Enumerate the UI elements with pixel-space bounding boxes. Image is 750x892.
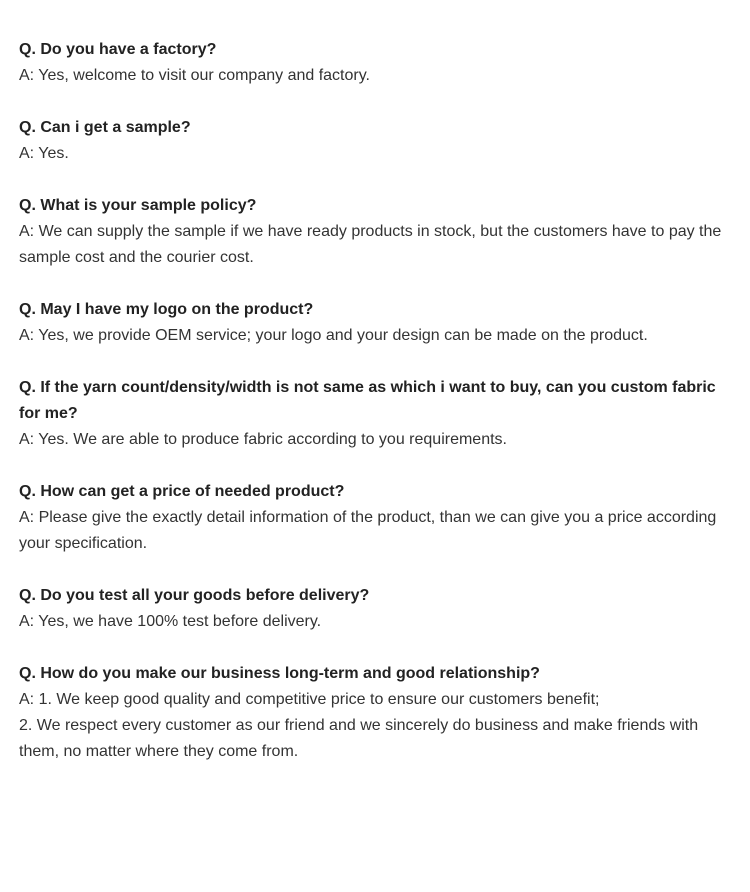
faq-question: Q. What is your sample policy?	[19, 197, 257, 214]
faq-item-testing	[19, 583, 731, 635]
faq-answer: A: Yes, we provide OEM service; your logo and your design can be made on the product.	[19, 327, 648, 344]
faq-item-price	[19, 479, 731, 557]
faq-answer: A: Yes. We are able to produce fabric according to you requirements.	[19, 431, 507, 448]
faq-question: Q. How do you make our business long-term and good relationship?	[19, 665, 540, 682]
faq-answer: A: Please give the exactly detail information of the product, than we can give you a price according your specification.	[19, 509, 717, 552]
faq-question: Q. May I have my logo on the product?	[19, 301, 314, 318]
faq-item-factory	[19, 37, 731, 89]
faq-item-custom-fabric	[19, 375, 731, 453]
faq-item-logo	[19, 297, 731, 349]
faq-answer: A: Yes, welcome to visit our company and factory.	[19, 67, 370, 84]
faq-list	[19, 37, 731, 765]
faq-question: Q. Do you have a factory?	[19, 41, 217, 58]
faq-question: Q. How can get a price of needed product?	[19, 483, 345, 500]
faq-answer: A: Yes, we have 100% test before delivery.	[19, 613, 322, 630]
faq-answer: A: 1. We keep good quality and competitive price to ensure our customers benefit;	[19, 691, 600, 708]
faq-answer: A: We can supply the sample if we have ready products in stock, but the customers have to pay the sample cost and the courier cost.	[19, 223, 722, 266]
faq-item-relationship	[19, 661, 731, 765]
faq-item-sample	[19, 115, 731, 167]
faq-answer-continued: 2. We respect every customer as our friend and we sincerely do business and make friends with them, no matter where they come from.	[19, 717, 699, 760]
faq-question: Q. If the yarn count/density/width is not same as which i want to buy, can you custom fabric for me?	[19, 379, 716, 422]
faq-item-sample-policy	[19, 193, 731, 271]
faq-question: Q. Do you test all your goods before delivery?	[19, 587, 370, 604]
faq-answer: A: Yes.	[19, 145, 69, 162]
faq-question: Q. Can i get a sample?	[19, 119, 191, 136]
